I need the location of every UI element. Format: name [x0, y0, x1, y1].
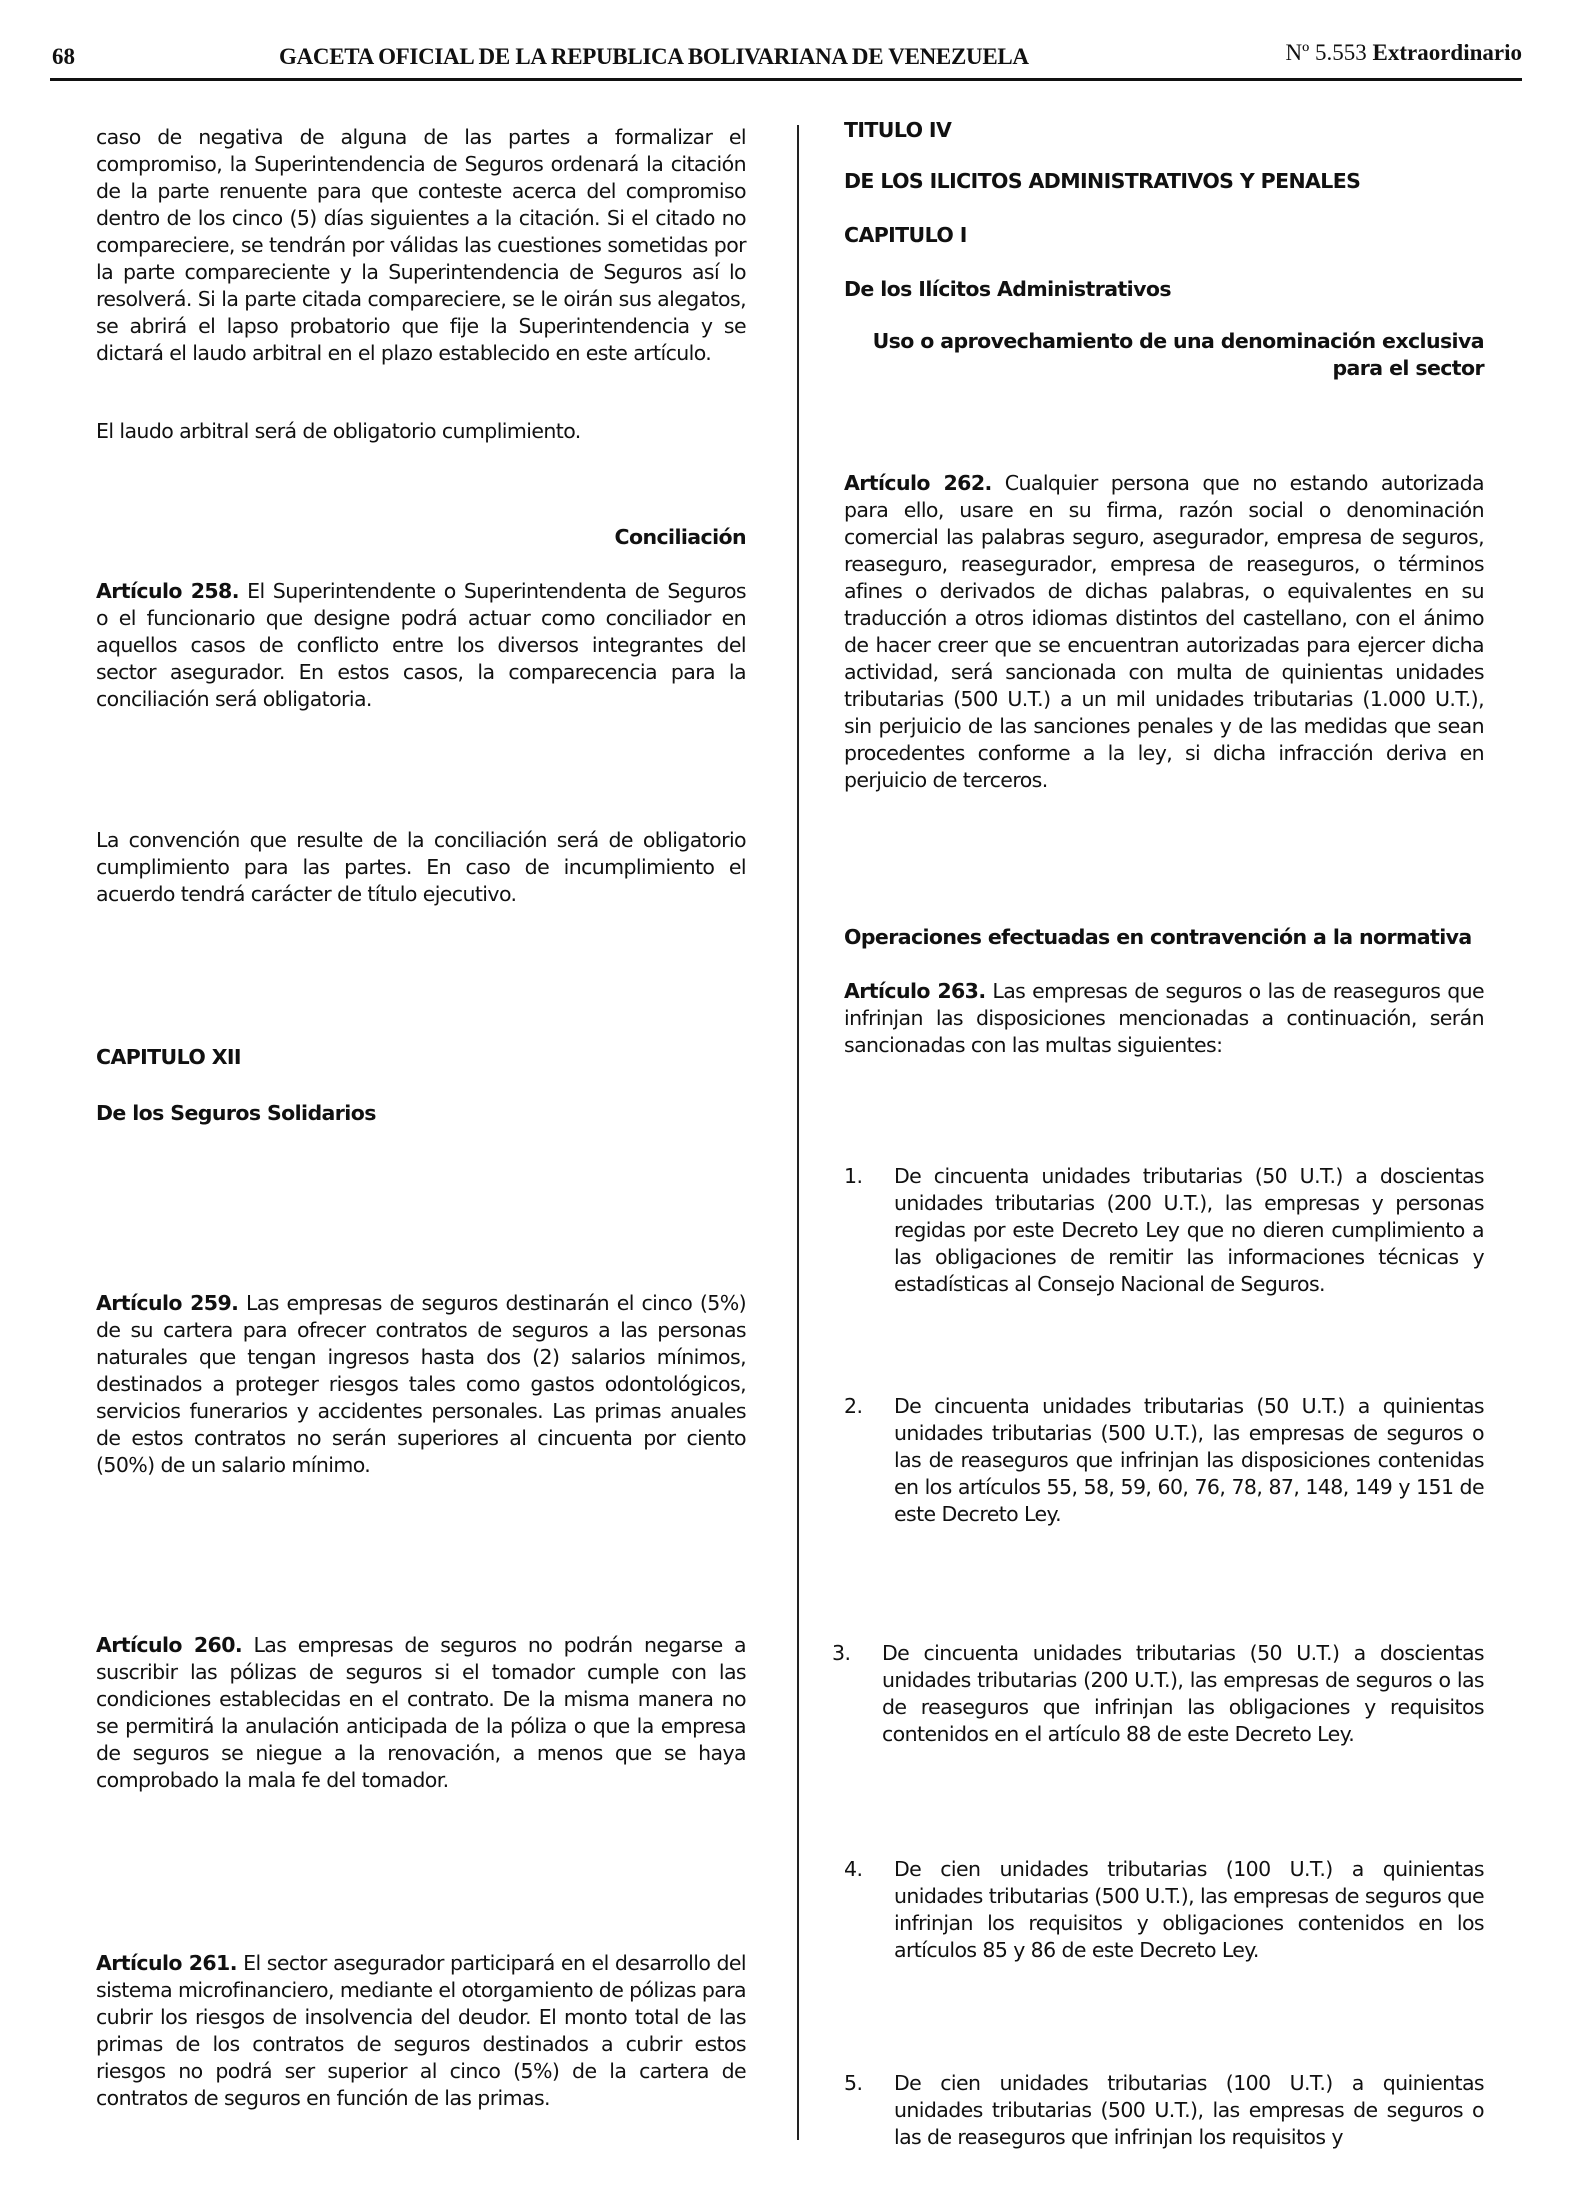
ops-heading: Operaciones efectuadas en contravención a la normativa	[844, 925, 1472, 949]
article-261	[96, 1950, 746, 2112]
list-item-number: 1.	[844, 1164, 863, 1188]
article-263	[844, 978, 1484, 1059]
issue-type: Extraordinario	[1372, 40, 1522, 65]
article-263-text: Las empresas de seguros o las de reaseguros que infrinjan las disposiciones mencionadas a continuación, serán sancionadas con las multas siguientes:	[844, 979, 1485, 1057]
article-262-label: Artículo 262.	[844, 471, 992, 495]
article-258	[96, 578, 746, 713]
column-divider	[797, 125, 799, 2140]
chapter-1-subheading: De los Ilícitos Administrativos	[844, 277, 1171, 301]
ops-heading-block	[844, 924, 1484, 951]
article-259	[96, 1290, 746, 1479]
title-iv: TITULO IV	[844, 118, 952, 142]
list-item-number: 5.	[844, 2071, 863, 2095]
left-paragraph-2	[96, 418, 746, 445]
uso-heading-line-2: para el sector	[1332, 356, 1484, 380]
left-p1: caso de negativa de alguna de las partes a formalizar el compromiso, la Superintendencia de Seguros ordenará la citación de la parte renuente para que conteste acerca del compromiso dentro de los cinco (5) días siguientes a la citación. Si el citado no compareciere, se tendrán por válidas las cuestiones sometidas por la parte compareciente y la Superintendencia de Seguros así lo resolverá. Si la parte citada compareciere, se le oirán sus alegatos, se abrirá el lapso probatorio que fije la Superintendencia y se dictará el laudo arbitral en el plazo establecido en este artículo.	[96, 125, 746, 365]
chapter-1-sub-block	[844, 276, 1484, 303]
list-item-text: De cincuenta unidades tributarias (50 U.T.) a doscientas unidades tributarias (200 U.T.), las empresas de seguros o las de reaseguros que infrinjan las obligaciones y requisitos contenidos en el artículo 88 de este Decreto Ley.	[882, 1641, 1484, 1746]
title-iv-sub-block	[844, 168, 1484, 195]
list-item-number: 4.	[844, 1857, 863, 1881]
header-rule	[50, 78, 1522, 81]
list-item	[832, 1640, 1484, 1748]
page-number: 68	[52, 44, 75, 69]
list-item-number: 3.	[832, 1641, 851, 1665]
article-260-text: Las empresas de seguros no podrán negarse a suscribir las pólizas de seguros si el tomador cumple con las condiciones establecidas en el contrato. De la misma manera no se permitirá la anulación anticipada de la póliza o que la empresa de seguros se niegue a la renovación, a menos que se haya comprobado la mala fe del tomador.	[96, 1633, 746, 1792]
list-item	[844, 1856, 1484, 1964]
conciliacion-heading-block	[96, 524, 746, 551]
list-item-text: De cincuenta unidades tributarias (50 U.T.) a doscientas unidades tributarias (200 U.T.), las empresas y personas regidas por este Decreto Ley que no dieren cumplimiento a las obligaciones de remitir las informaciones técnicas y estadísticas al Consejo Nacional de Seguros.	[894, 1164, 1484, 1296]
list-item-text: De cincuenta unidades tributarias (50 U.T.) a quinientas unidades tributarias (500 U.T.), las empresas de seguros o las de reaseguros que infrinjan las disposiciones contenidas en los artículos 55, 58, 59, 60, 76, 78, 87, 148, 149 y 151 de este Decreto Ley.	[894, 1394, 1484, 1526]
article-259-text: Las empresas de seguros destinarán el cinco (5%) de su cartera para ofrecer contratos de seguros a las personas naturales que tengan ingresos hasta dos (2) salarios mínimos, destinados a proteger riesgos tales como gastos odontológicos, servicios funerarios y accidentes personales. Las primas anuales de estos contratos no serán superiores al cincuenta por ciento (50%) de un salario mínimo.	[96, 1291, 746, 1477]
uso-heading-block	[844, 328, 1484, 382]
left-paragraph-1	[96, 124, 746, 367]
article-258-label: Artículo 258.	[96, 579, 239, 603]
chapter-12-subheading-block	[96, 1100, 746, 1127]
chapter-12-heading: CAPITULO XII	[96, 1045, 241, 1069]
title-iv-block	[844, 117, 1484, 144]
article-262-text: Cualquier persona que no estando autorizada para ello, usare en su firma, razón social o denominación comercial las palabras seguro, asegurador, empresa de seguros, reaseguro, reasegurador, empresa de reaseguros, o términos afines o derivados de dichas palabras, o equivalentes en su traducción a otros idiomas distintos del castellano, con el ánimo de hacer creer que se encuentran autorizadas para ejercer dicha actividad, será sancionada con multa de quinientas unidades tributarias (500 U.T.) a un mil unidades tributarias (1.000 U.T.), sin perjuicio de las sanciones penales y de las medidas que sean procedentes conforme a la ley, si dicha infracción deriva en perjuicio de terceros.	[844, 471, 1485, 792]
chapter-1-block	[844, 222, 1484, 249]
list-item	[844, 1393, 1484, 1528]
title-iv-subheading: DE LOS ILICITOS ADMINISTRATIVOS Y PENALES	[844, 169, 1361, 193]
left-p2: El laudo arbitral será de obligatorio cumplimiento.	[96, 419, 581, 443]
article-263-label: Artículo 263.	[844, 979, 986, 1003]
left-p3: La convención que resulte de la conciliación será de obligatorio cumplimiento para las partes. En caso de incumplimiento el acuerdo tendrá carácter de título ejecutivo.	[96, 828, 746, 906]
article-261-text: El sector asegurador participará en el desarrollo del sistema microfinanciero, mediante el otorgamiento de pólizas para cubrir los riesgos de insolvencia del deudor. El monto total de las primas de los contratos de seguros destinados a cubrir estos riesgos no podrá ser superior al cinco (5%) de la cartera de contratos de seguros en función de las primas.	[96, 1951, 747, 2110]
article-261-label: Artículo 261.	[96, 1951, 237, 1975]
page-header	[52, 32, 1522, 72]
issue-number: Nº 5.553	[1285, 40, 1367, 65]
left-paragraph-3	[96, 827, 746, 908]
chapter-12-subheading: De los Seguros Solidarios	[96, 1101, 376, 1125]
article-260-label: Artículo 260.	[96, 1633, 243, 1657]
conciliacion-heading: Conciliación	[614, 525, 746, 549]
issue-info	[1286, 40, 1523, 66]
list-item-text: De cien unidades tributarias (100 U.T.) a quinientas unidades tributarias (500 U.T.), las empresas de seguros o las de reaseguros que infrinjan los requisitos y	[894, 2071, 1484, 2149]
article-262	[844, 470, 1484, 794]
list-item	[844, 1163, 1484, 1298]
list-item	[844, 2070, 1484, 2151]
list-item-number: 2.	[844, 1394, 863, 1418]
article-259-label: Artículo 259.	[96, 1291, 239, 1315]
list-item-text: De cien unidades tributarias (100 U.T.) a quinientas unidades tributarias (500 U.T.), las empresas de seguros que infrinjan los requisitos y obligaciones contenidos en los artículos 85 y 86 de este Decreto Ley.	[894, 1857, 1484, 1962]
publication-title: GACETA OFICIAL DE LA REPUBLICA BOLIVARIANA DE VENEZUELA	[279, 44, 1029, 69]
uso-heading-line-1: Uso o aprovechamiento de una denominación exclusiva	[872, 329, 1484, 353]
article-260	[96, 1632, 746, 1794]
chapter-12-heading-block	[96, 1044, 746, 1071]
chapter-1-heading: CAPITULO I	[844, 223, 967, 247]
article-258-text: El Superintendente o Superintendenta de Seguros o el funcionario que designe podrá actuar como conciliador en aquellos casos de conflicto entre los diversos integrantes del sector asegurador. En estos casos, la comparecencia para la conciliación será obligatoria.	[96, 579, 746, 711]
